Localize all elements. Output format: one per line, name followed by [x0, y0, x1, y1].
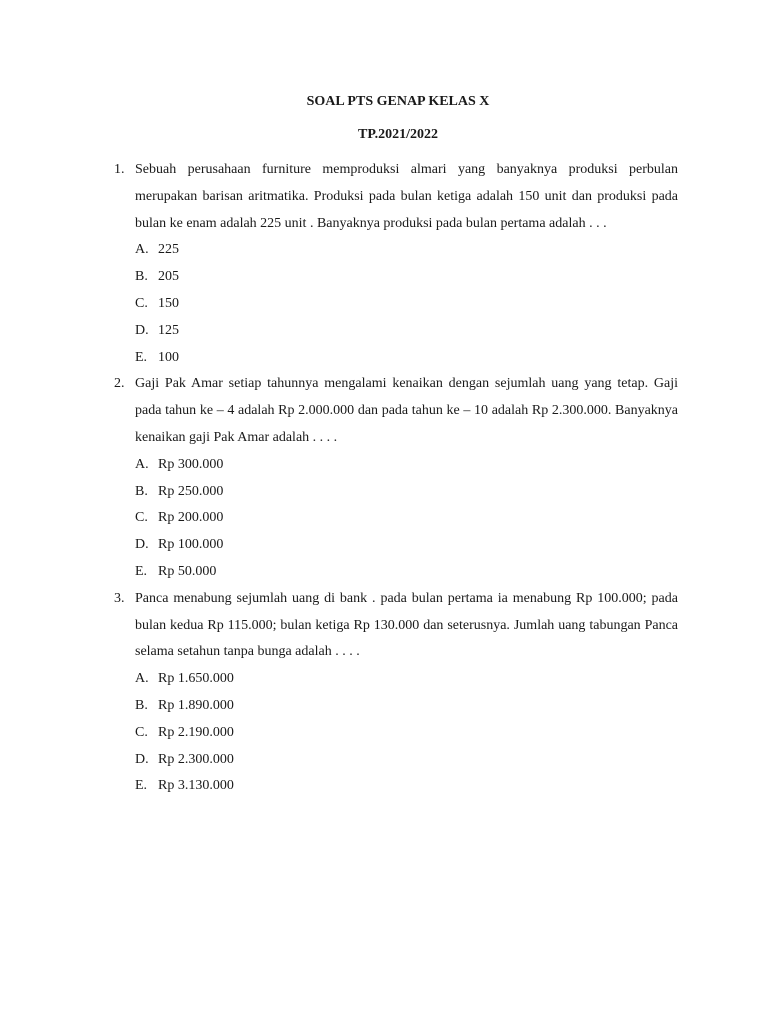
question-text: Sebuah perusahaan furniture memproduksi almari yang banyaknya produksi perbulan merupakan barisan aritmatika. Produksi pada bulan ketiga adalah 150 unit dan produksi pada bulan ke enam adalah 225 unit . Banyaknya produksi pada bulan pertama adalah . . . [135, 162, 678, 231]
option-text: Rp 100.000 [158, 537, 224, 553]
answer-option-c [135, 505, 678, 532]
option-letter: A. [135, 242, 149, 258]
question-text: Panca menabung sejumlah uang di bank . pada bulan pertama ia menabung Rp 100.000; pada bulan kedua Rp 115.000; bulan ketiga Rp 130.000 dan seterusnya. Jumlah uang tabungan Panca selama setahun tanpa bunga adalah . . . . [135, 590, 678, 660]
option-letter: E. [135, 563, 148, 579]
option-text: 225 [158, 242, 179, 258]
option-letter: D. [135, 322, 149, 338]
option-letter: B. [135, 483, 148, 499]
option-letter: C. [135, 510, 148, 526]
option-text: Rp 200.000 [158, 510, 224, 526]
question-number: 1. [114, 162, 125, 177]
answer-option-d [135, 318, 678, 345]
page-subtitle: TP.2021/2022 [358, 127, 438, 142]
option-text: Rp 1.890.000 [158, 697, 234, 713]
answer-option-e [135, 773, 678, 800]
answer-option-e [135, 559, 678, 586]
option-letter: E. [135, 349, 148, 365]
option-letter: D. [135, 537, 149, 553]
page-title: SOAL PTS GENAP KELAS X [306, 94, 490, 109]
answer-option-b [135, 693, 678, 720]
option-text: Rp 50.000 [158, 563, 217, 579]
answer-options [114, 237, 678, 371]
answer-option-e [135, 345, 678, 372]
answer-option-a [135, 452, 678, 479]
answer-option-b [135, 479, 678, 506]
question-text: Gaji Pak Amar setiap tahunnya mengalami kenaikan dengan sejumlah uang yang tetap. Gaji pada tahun ke – 4 adalah Rp 2.000.000 dan pada tahun ke – 10 adalah Rp 2.300.000. Banyaknya kenaikan gaji Pak Amar adalah . . . . [135, 376, 678, 445]
option-letter: D. [135, 751, 149, 767]
question-3 [114, 586, 678, 800]
answer-option-c [135, 720, 678, 747]
answer-option-c [135, 291, 678, 318]
question-stem [114, 157, 678, 237]
answer-options [114, 452, 678, 586]
option-text: Rp 1.650.000 [158, 671, 234, 687]
answer-option-b [135, 264, 678, 291]
question-number: 3. [114, 590, 125, 606]
answer-option-a [135, 237, 678, 264]
answer-option-a [135, 666, 678, 693]
option-text: Rp 3.130.000 [158, 778, 234, 794]
answer-options [114, 666, 678, 800]
option-letter: A. [135, 456, 149, 472]
option-text: 205 [158, 269, 179, 285]
option-letter: E. [135, 778, 148, 794]
question-number: 2. [114, 376, 125, 392]
question-1 [114, 157, 678, 371]
question-stem [114, 586, 678, 666]
option-letter: B. [135, 269, 148, 285]
question-stem [114, 371, 678, 451]
answer-option-d [135, 532, 678, 559]
option-letter: C. [135, 295, 148, 311]
option-text: 100 [158, 349, 179, 365]
option-letter: C. [135, 724, 148, 740]
option-letter: B. [135, 697, 148, 713]
option-letter: A. [135, 671, 149, 687]
option-text: Rp 300.000 [158, 456, 224, 472]
answer-option-d [135, 747, 678, 774]
option-text: Rp 250.000 [158, 483, 224, 499]
question-2 [114, 371, 678, 585]
option-text: Rp 2.300.000 [158, 751, 234, 767]
option-text: 150 [158, 295, 179, 311]
option-text: Rp 2.190.000 [158, 724, 234, 740]
option-text: 125 [158, 322, 179, 338]
